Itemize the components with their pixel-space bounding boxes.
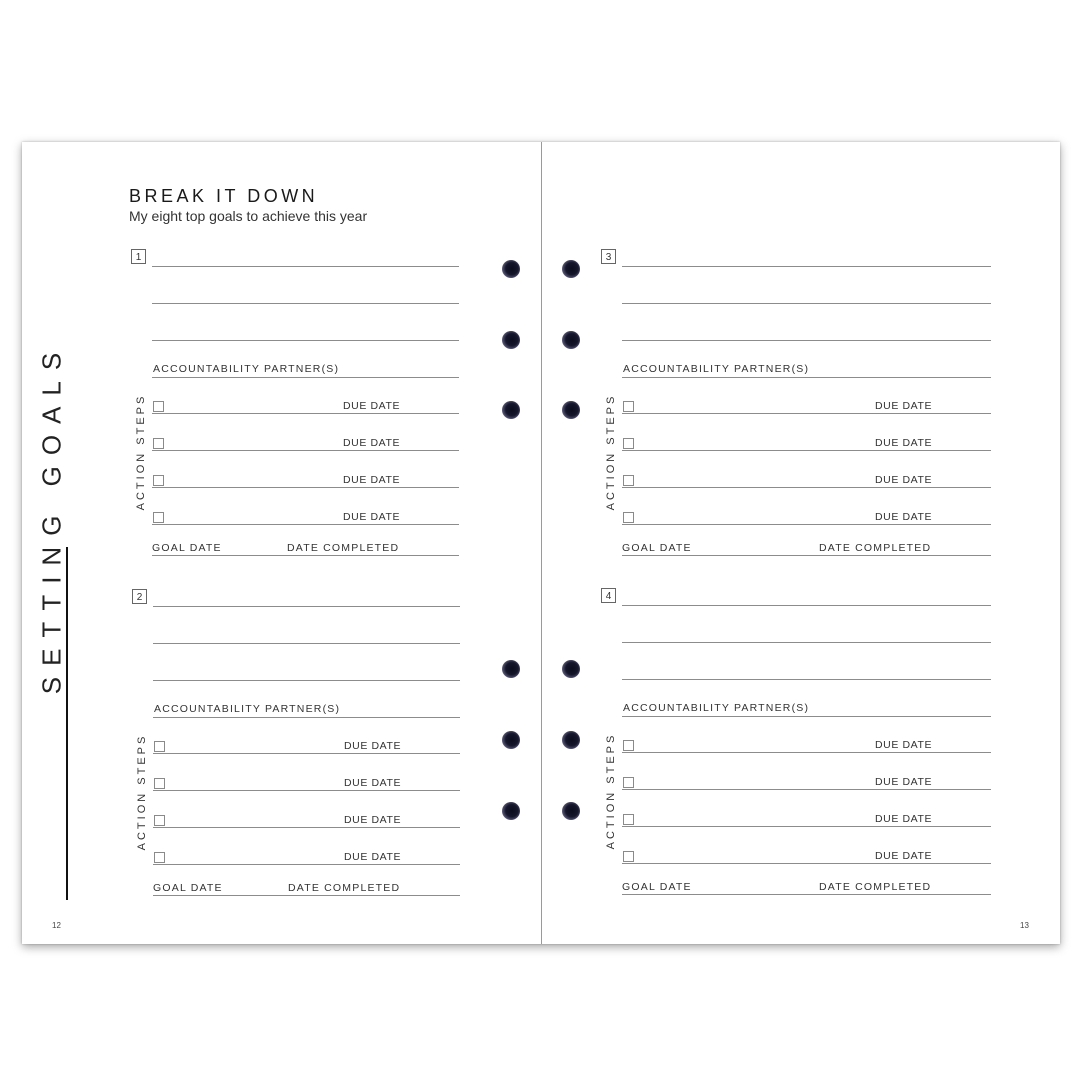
action-step-line[interactable]	[622, 524, 991, 525]
action-step-checkbox[interactable]	[154, 778, 165, 789]
goal-date-label: GOAL DATE	[152, 542, 222, 554]
action-step-checkbox[interactable]	[153, 475, 164, 486]
goal-date-line[interactable]	[622, 894, 991, 895]
action-steps-text: ACTION STEPS	[136, 733, 148, 851]
action-step-checkbox[interactable]	[623, 851, 634, 862]
action-step-checkbox[interactable]	[154, 815, 165, 826]
action-step-line[interactable]	[622, 450, 991, 451]
action-step-checkbox[interactable]	[623, 475, 634, 486]
action-steps-text: ACTION STEPS	[605, 393, 617, 511]
due-date-label: DUE DATE	[344, 851, 402, 863]
left-page	[22, 142, 541, 944]
punch-hole	[502, 331, 520, 349]
goal-number-box: 4	[601, 588, 616, 603]
due-date-label: DUE DATE	[344, 777, 402, 789]
goal-block	[601, 588, 933, 893]
goal-write-line[interactable]	[152, 340, 459, 341]
goal-write-line[interactable]	[153, 680, 460, 681]
accountability-line[interactable]	[152, 377, 459, 378]
goal-write-line[interactable]	[622, 340, 991, 341]
due-date-label: DUE DATE	[344, 740, 402, 752]
punch-hole	[502, 660, 520, 678]
action-step-line[interactable]	[622, 789, 991, 790]
goal-write-line[interactable]	[622, 303, 991, 304]
action-step-checkbox[interactable]	[153, 512, 164, 523]
action-step-checkbox[interactable]	[154, 741, 165, 752]
action-step-line[interactable]	[152, 413, 459, 414]
due-date-label: DUE DATE	[343, 474, 401, 486]
goal-write-line[interactable]	[152, 266, 459, 267]
goal-block	[132, 589, 462, 894]
due-date-label: DUE DATE	[875, 776, 933, 788]
punch-hole	[502, 260, 520, 278]
due-date-label: DUE DATE	[344, 814, 402, 826]
date-completed-label: DATE COMPLETED	[288, 882, 401, 894]
goal-date-line[interactable]	[153, 895, 460, 896]
punch-hole	[562, 260, 580, 278]
page-number-left: 12	[52, 921, 61, 930]
accountability-label: ACCOUNTABILITY PARTNER(S)	[153, 363, 340, 375]
action-step-checkbox[interactable]	[623, 401, 634, 412]
accountability-label: ACCOUNTABILITY PARTNER(S)	[154, 703, 341, 715]
action-step-line[interactable]	[622, 413, 991, 414]
due-date-label: DUE DATE	[343, 400, 401, 412]
punch-hole	[502, 401, 520, 419]
action-steps-text: ACTION STEPS	[605, 732, 617, 850]
action-step-line[interactable]	[153, 827, 460, 828]
action-step-line[interactable]	[622, 863, 991, 864]
due-date-label: DUE DATE	[875, 437, 933, 449]
action-step-checkbox[interactable]	[623, 814, 634, 825]
goal-date-line[interactable]	[152, 555, 459, 556]
due-date-label: DUE DATE	[875, 474, 933, 486]
goal-write-line[interactable]	[622, 679, 991, 680]
goal-write-line[interactable]	[152, 303, 459, 304]
action-step-checkbox[interactable]	[153, 401, 164, 412]
goal-date-label: GOAL DATE	[622, 881, 692, 893]
page-number-right: 13	[1020, 921, 1029, 930]
goal-number-box: 3	[601, 249, 616, 264]
action-step-line[interactable]	[622, 826, 991, 827]
due-date-label: DUE DATE	[343, 511, 401, 523]
date-completed-label: DATE COMPLETED	[819, 542, 932, 554]
page-heading: BREAK IT DOWN	[129, 186, 319, 206]
action-steps-text: ACTION STEPS	[135, 393, 147, 511]
goal-write-line[interactable]	[622, 642, 991, 643]
action-step-line[interactable]	[152, 524, 459, 525]
right-page	[542, 142, 1060, 944]
action-step-line[interactable]	[622, 752, 991, 753]
punch-hole	[562, 802, 580, 820]
action-step-line[interactable]	[622, 487, 991, 488]
action-step-checkbox[interactable]	[623, 777, 634, 788]
goal-write-line[interactable]	[622, 605, 991, 606]
accountability-label: ACCOUNTABILITY PARTNER(S)	[623, 363, 810, 375]
action-step-checkbox[interactable]	[154, 852, 165, 863]
goal-block	[131, 249, 461, 554]
action-step-checkbox[interactable]	[623, 740, 634, 751]
due-date-label: DUE DATE	[875, 400, 933, 412]
goal-date-label: GOAL DATE	[622, 542, 692, 554]
goal-write-line[interactable]	[153, 606, 460, 607]
due-date-label: DUE DATE	[875, 850, 933, 862]
page-subheading: My eight top goals to achieve this year	[129, 208, 368, 224]
due-date-label: DUE DATE	[343, 437, 401, 449]
accountability-line[interactable]	[622, 377, 991, 378]
action-step-line[interactable]	[153, 864, 460, 865]
action-step-line[interactable]	[152, 450, 459, 451]
action-step-checkbox[interactable]	[623, 438, 634, 449]
punch-hole	[562, 331, 580, 349]
goal-write-line[interactable]	[153, 643, 460, 644]
accountability-line[interactable]	[622, 716, 991, 717]
punch-hole	[562, 731, 580, 749]
goal-write-line[interactable]	[622, 266, 991, 267]
section-title-text: SETTING GOALS	[36, 341, 67, 695]
punch-hole	[562, 660, 580, 678]
due-date-label: DUE DATE	[875, 511, 933, 523]
section-divider	[66, 547, 68, 900]
accountability-line[interactable]	[153, 717, 460, 718]
goal-block	[601, 249, 933, 554]
action-step-checkbox[interactable]	[623, 512, 634, 523]
action-step-line[interactable]	[152, 487, 459, 488]
due-date-label: DUE DATE	[875, 813, 933, 825]
goal-date-line[interactable]	[622, 555, 991, 556]
punch-hole	[502, 802, 520, 820]
punch-hole	[502, 731, 520, 749]
punch-hole	[562, 401, 580, 419]
due-date-label: DUE DATE	[875, 739, 933, 751]
goal-number-box: 1	[131, 249, 146, 264]
planner-spread	[22, 142, 1060, 944]
action-step-checkbox[interactable]	[153, 438, 164, 449]
date-completed-label: DATE COMPLETED	[287, 542, 400, 554]
date-completed-label: DATE COMPLETED	[819, 881, 932, 893]
action-step-line[interactable]	[153, 753, 460, 754]
accountability-label: ACCOUNTABILITY PARTNER(S)	[623, 702, 810, 714]
goal-date-label: GOAL DATE	[153, 882, 223, 894]
action-step-line[interactable]	[153, 790, 460, 791]
goal-number-box: 2	[132, 589, 147, 604]
